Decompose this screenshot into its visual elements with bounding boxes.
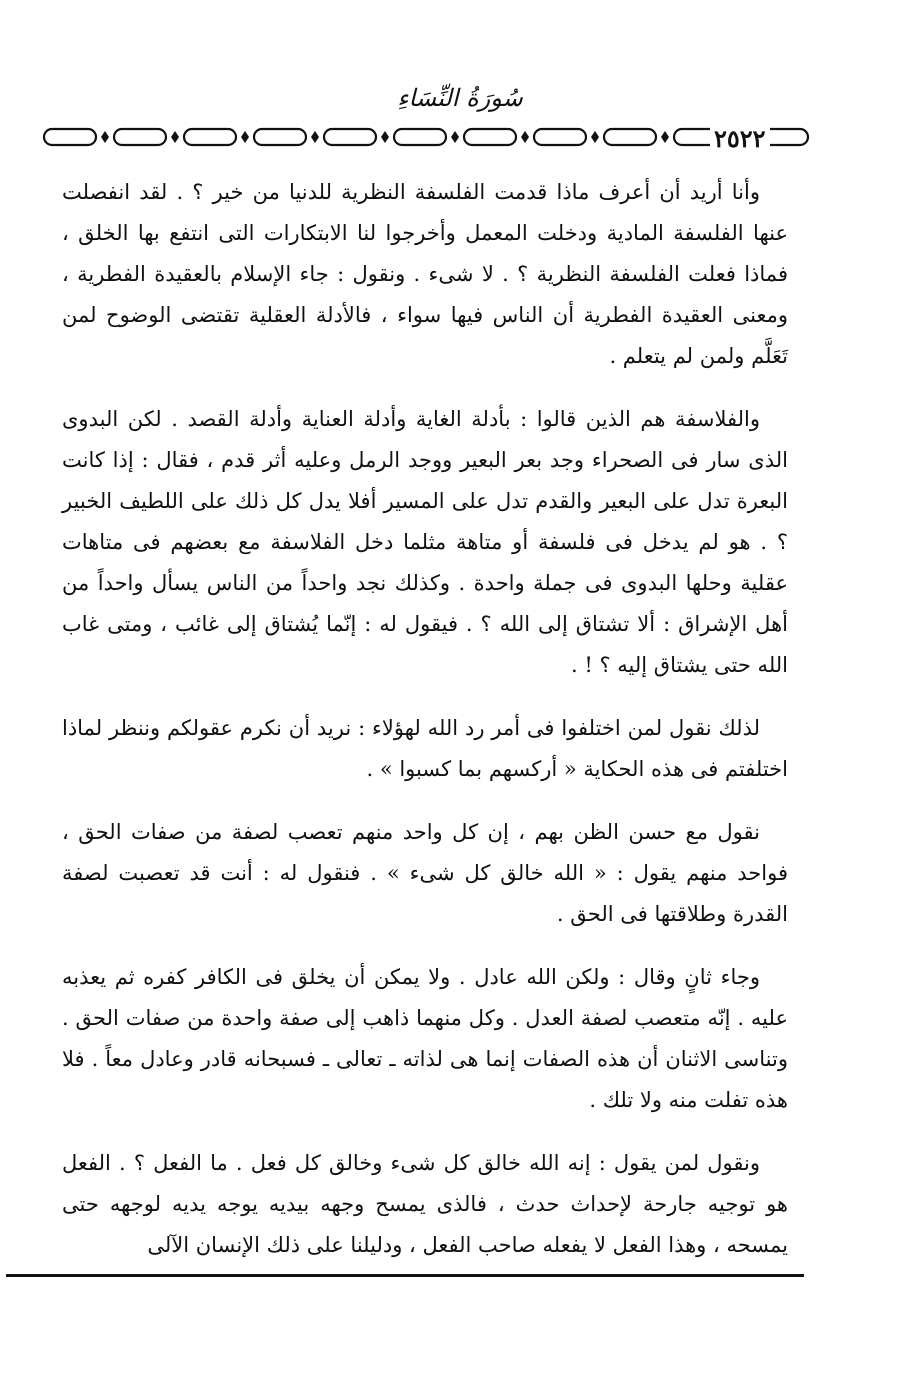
paragraph: نقول مع حسن الظن بهم ، إن كل واحد منهم تعصب لصفة من صفات الحق ، فواحد منهم يقول : « الله خالق كل شىء » . فنقول له : أنت قد تعصبت لصفة القدرة وطلاقتها فى الحق . [62,820,788,926]
paragraph: والفلاسفة هم الذين قالوا : بأدلة الغاية وأدلة العناية وأدلة القصد . لكن البدوى الذى سار فى الصحراء وجد بعر البعير ووجد الرمل وعليه أثر قدم ، فقال : إذا كانت البعرة تدل على البعير والقدم تدل على المسير أفلا يدل كل ذلك على اللطيف الخبير ؟ . هو لم يدخل فى فلسفة أو متاهة مثلما دخل الفلاسفة مع بعضهم فى متاهات عقلية وحلها البدوى فى جملة واحدة . وكذلك نجد واحداً من الناس يسأل واحداً من أهل الإشراق : ألا تشتاق إلى الله ؟ . فيقول له : إنّما يُشتاق إلى غائب ، ومتى غاب الله حتى يشتاق إليه ؟ ! . [62,407,788,677]
paragraph: وجاء ثانٍ وقال : ولكن الله عادل . ولا يمكن أن يخلق فى الكافر كفره ثم يعذبه عليه . إنّه متعصب لصفة العدل . وكل منهما ذاهب إلى صفة واحدة من صفات الحق . وتناسى الاثنان أن هذه الصفات إنما هى لذاته ـ تعالى ـ فسبحانه قادر وعادل معاً . فلا هذه تفلت منه ولا تلك . [62,965,788,1112]
paragraph: لذلك نقول لمن اختلفوا فى أمر رد الله لهؤلاء : نريد أن نكرم عقولكم وننظر لماذا اختلفتم فى هذه الحكاية « أركسهم بما كسبوا » . [62,716,788,781]
paragraph: وأنا أريد أن أعرف ماذا قدمت الفلسفة النظرية للدنيا من خير ؟ . لقد انفصلت عنها الفلسفة المادية ودخلت المعمل وأخرجوا لنا الابتكارات التى انتفع بها الخلق ، فماذا فعلت الفلسفة النظرية ؟ . لا شىء . ونقول : جاء الإسلام بالعقيدة الفطرية ، ومعنى العقيدة الفطرية أن الناس فيها سواء ، فالأدلة العقلية تقتضى الوضوح لمن تَعَلَّم ولمن لم يتعلم . [62,180,788,368]
paragraph: ونقول لمن يقول : إنه الله خالق كل شىء وخالق كل فعل . ما الفعل ؟ . الفعل هو توجيه جارحة لإحداث حدث ، فالذى يمسح وجهه بيديه يوجه يديه لوجهه حتى يمسحه ، وهذا الفعل لا يفعله صاحب الفعل ، ودليلنا على ذلك الإنسان الآلى [62,1151,788,1257]
page-number: ٢٥٢٢ [710,124,770,153]
surah-title: سُورَةُ النِّسَاءِ [397,84,523,112]
body-text [62,172,788,1288]
footer-rule [6,1274,804,1277]
ornament-chain-border [42,118,812,158]
